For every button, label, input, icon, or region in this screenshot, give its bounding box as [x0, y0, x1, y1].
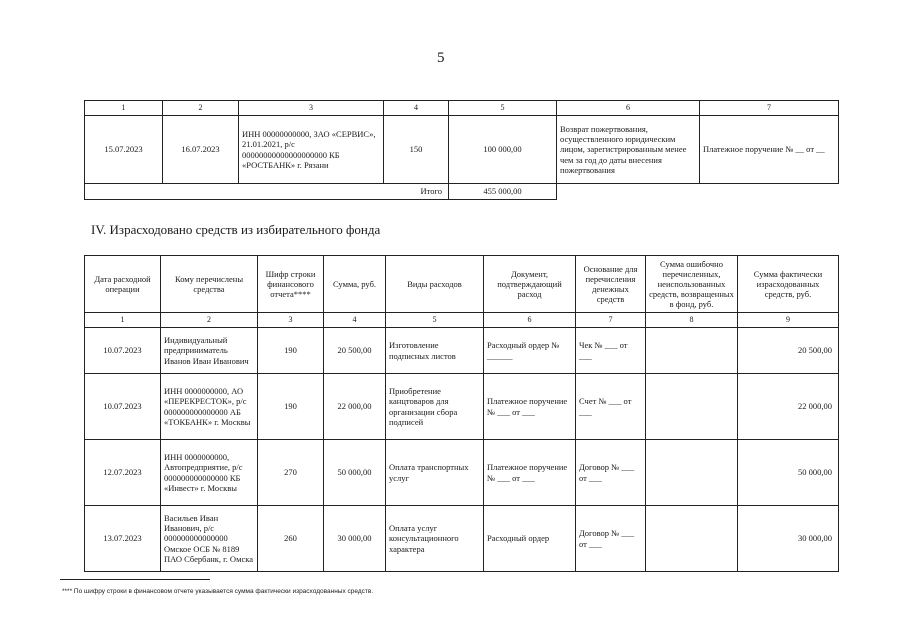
operation-date: 15.07.2023 [85, 116, 163, 184]
col-number: 5 [386, 313, 484, 328]
returned-amount [646, 328, 738, 374]
operation-date: 12.07.2023 [85, 440, 161, 506]
recipient: Индивидуальный предприниматель Иванов Иван Иванович [161, 328, 258, 374]
col-number: 8 [646, 313, 738, 328]
amount: 20 500,00 [324, 328, 386, 374]
total-label: Итого [85, 184, 449, 200]
payment-basis: Договор № ___ от ___ [576, 506, 646, 572]
table-row [85, 506, 839, 572]
spent-amount: 30 000,00 [738, 506, 839, 572]
header-document: Документ, подтверждающий расход [484, 256, 576, 313]
line-code: 190 [258, 374, 324, 440]
col-number: 1 [85, 313, 161, 328]
amount: 100 000,00 [449, 116, 557, 184]
supporting-document: Платежное поручение № ___ от ___ [484, 440, 576, 506]
header-spent: Сумма фактически израсходованных средств, руб. [738, 256, 839, 313]
expense-type: Изготовление подписных листов [386, 328, 484, 374]
header-returned: Сумма ошибочно перечисленных, неиспользованных средств, возвращенных в фонд, руб. [646, 256, 738, 313]
expense-type: Оплата услуг консультационного характера [386, 506, 484, 572]
col-number: 2 [161, 313, 258, 328]
header-type: Виды расходов [386, 256, 484, 313]
col-number: 7 [576, 313, 646, 328]
spent-amount: 22 000,00 [738, 374, 839, 440]
amount: 50 000,00 [324, 440, 386, 506]
returned-amount [646, 440, 738, 506]
footnote-divider [60, 579, 210, 580]
col-number: 7 [700, 101, 839, 116]
col-number: 3 [258, 313, 324, 328]
amount: 30 000,00 [324, 506, 386, 572]
recipient: ИНН 0000000000, АО «ПЕРЕКРЕСТОК», р/с 000000000000000 АБ «ТОКБАНК» г. Москвы [161, 374, 258, 440]
header-sum: Сумма, руб. [324, 256, 386, 313]
recipient: ИНН 0000000000, Автопредприятие, р/с 000000000000000 КБ «Инвест» г. Москвы [161, 440, 258, 506]
recipient: Васильев Иван Иванович, р/с 000000000000000 Омское ОСБ № 8189 ПАО Сбербанк, г. Омска [161, 506, 258, 572]
return-reason: Возврат пожертвования, осуществленного юридическим лицом, зарегистрированным менее чем за год до даты внесения пожертвования [557, 116, 700, 184]
operation-date: 10.07.2023 [85, 374, 161, 440]
section-title: IV. Израсходовано средств из избирательного фонда [91, 222, 381, 237]
footnote: **** По шифру строки в финансовом отчете указывается сумма фактически израсходованных средств. [62, 588, 374, 595]
col-number: 1 [85, 101, 163, 116]
payment-basis: Договор № ___ от ___ [576, 440, 646, 506]
header-recipient: Кому перечислены средства [161, 256, 258, 313]
col-number: 9 [738, 313, 839, 328]
line-code: 190 [258, 328, 324, 374]
amount: 22 000,00 [324, 374, 386, 440]
header-date: Дата расходной операции [85, 256, 161, 313]
col-number: 6 [557, 101, 700, 116]
spent-amount: 50 000,00 [738, 440, 839, 506]
column-number-row [85, 101, 839, 116]
receipts-table-continuation [84, 100, 839, 200]
returned-amount [646, 374, 738, 440]
table-row [85, 116, 839, 184]
total-value: 455 000,00 [449, 184, 557, 200]
col-number: 4 [384, 101, 449, 116]
col-number: 3 [239, 101, 384, 116]
supporting-document: Расходный ордер № ______ [484, 328, 576, 374]
col-number: 4 [324, 313, 386, 328]
supporting-document: Платежное поручение № ___ от ___ [484, 374, 576, 440]
page-number: 5 [437, 50, 445, 66]
payment-basis: Счет № ___ от ___ [576, 374, 646, 440]
spent-amount: 20 500,00 [738, 328, 839, 374]
supporting-document: Расходный ордер [484, 506, 576, 572]
col-number: 5 [449, 101, 557, 116]
expenses-table [84, 255, 839, 572]
returned-amount [646, 506, 738, 572]
payment-basis: Чек № ___ от ___ [576, 328, 646, 374]
table-row [85, 374, 839, 440]
column-number-row [85, 313, 839, 328]
header-basis: Основание для перечисления денежных средств [576, 256, 646, 313]
line-code: 260 [258, 506, 324, 572]
operation-date: 10.07.2023 [85, 328, 161, 374]
header-row [85, 256, 839, 313]
payment-document: Платежное поручение № __ от __ [700, 116, 839, 184]
total-row [85, 184, 839, 200]
col-number: 6 [484, 313, 576, 328]
expense-type: Оплата транспортных услуг [386, 440, 484, 506]
line-code: 150 [384, 116, 449, 184]
line-code: 270 [258, 440, 324, 506]
expense-type: Приобретение канцтоваров для организации сбора подписей [386, 374, 484, 440]
col-number: 2 [163, 101, 239, 116]
source-details: ИНН 00000000000, ЗАО «СЕРВИС», 21.01.2021, р/с 00000000000000000000 КБ «РОСТБАНК» г. Рязани [239, 116, 384, 184]
operation-date: 16.07.2023 [163, 116, 239, 184]
header-code: Шифр строки финансового отчета**** [258, 256, 324, 313]
table-row [85, 440, 839, 506]
operation-date: 13.07.2023 [85, 506, 161, 572]
table-row [85, 328, 839, 374]
